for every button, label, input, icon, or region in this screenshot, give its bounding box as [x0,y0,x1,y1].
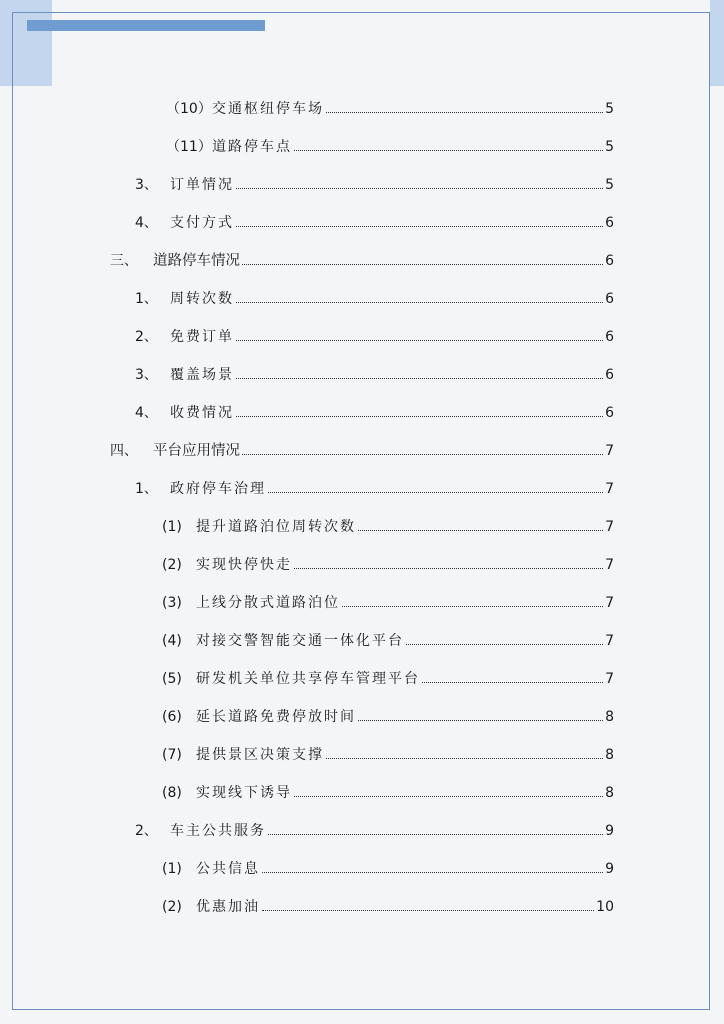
toc-leader-dots [236,212,603,227]
toc-entry-number: 四、 [110,443,138,459]
toc-entry-page: 8 [605,785,614,801]
toc-entry-page: 5 [605,101,614,117]
toc-entry-number: (7) [162,747,182,763]
toc-leader-dots [236,402,603,417]
toc-entry[interactable] [135,364,614,384]
toc-entry-number: (6) [162,709,182,725]
toc-entry-title: 交通枢纽停车场 [212,101,324,117]
toc-entry-page: 8 [605,747,614,763]
toc-entry-page: 6 [605,291,614,307]
toc-leader-dots [236,174,603,189]
toc-entry[interactable] [110,440,614,460]
toc-entry-page: 7 [605,671,614,687]
toc-leader-dots [268,478,603,493]
toc-entry[interactable] [162,706,614,726]
toc-entry[interactable] [135,478,614,498]
toc-leader-dots [326,98,603,113]
toc-entry-number: 三、 [110,253,138,269]
toc-entry-number: (3) [162,595,182,611]
toc-entry-title: 实现线下诱导 [196,785,292,801]
toc-entry[interactable] [162,782,614,802]
toc-entry-page: 5 [605,177,614,193]
toc-leader-dots [326,744,603,759]
toc-leader-dots [358,516,603,531]
toc-entry-title: 周转次数 [170,291,234,307]
toc-entry[interactable] [162,592,614,612]
toc-leader-dots [294,136,603,151]
toc-entry-number: 1、 [135,291,158,307]
toc-entry-title: 延长道路免费停放时间 [196,709,356,725]
toc-entry[interactable] [162,554,614,574]
toc-leader-dots [294,554,603,569]
toc-entry-title: 研发机关单位共享停车管理平台 [196,671,420,687]
toc-entry[interactable] [162,858,614,878]
toc-entry-title: 优惠加油 [196,899,260,915]
toc-entry-number: (5) [162,671,182,687]
toc-entry-number: (8) [162,785,182,801]
toc-entry-page: 7 [605,633,614,649]
toc-entry-number: (2) [162,899,182,915]
toc-entry-number: (1) [162,861,182,877]
toc-entry-number: 2、 [135,823,158,839]
toc-entry-title: 对接交警智能交通一体化平台 [196,633,404,649]
toc-entry-title: 上线分散式道路泊位 [196,595,340,611]
toc-entry-title: 实现快停快走 [196,557,292,573]
toc-entry-page: 6 [605,253,614,269]
toc-entry-title: 平台应用情况 [153,443,240,459]
toc-entry-number: 3、 [135,177,158,193]
toc-entry-number: 2、 [135,329,158,345]
toc-leader-dots [294,782,603,797]
toc-leader-dots [268,820,603,835]
toc-leader-dots [342,592,603,607]
toc-entry-number: 4、 [135,215,158,231]
toc-entry-page: 7 [605,519,614,535]
toc-entry-number: （10） [166,101,212,117]
toc-entry-page: 7 [605,595,614,611]
toc-entry-title: 免费订单 [170,329,234,345]
toc-entry-number: 3、 [135,367,158,383]
toc-entry-page: 7 [605,557,614,573]
toc-entry-page: 8 [605,709,614,725]
toc-entry[interactable] [166,136,614,156]
toc-leader-dots [262,858,603,873]
toc-entry-title: 订单情况 [170,177,234,193]
toc-entry[interactable] [162,630,614,650]
toc-entry-page: 10 [596,899,614,915]
toc-entry-number: (4) [162,633,182,649]
toc-entry-title: 车主公共服务 [170,823,266,839]
toc-entry-page: 9 [605,823,614,839]
toc-entry[interactable] [110,250,614,270]
toc-entry-page: 7 [605,443,614,459]
toc-entry[interactable] [135,212,614,232]
toc-entry-number: （11） [166,139,212,155]
toc-entry-title: 提供景区决策支撑 [196,747,324,763]
toc-entry-number: (2) [162,557,182,573]
toc-entry[interactable] [162,668,614,688]
toc-entry[interactable] [162,516,614,536]
toc-entry[interactable] [135,174,614,194]
toc-entry-title: 政府停车治理 [170,481,266,497]
toc-leader-dots [242,250,603,265]
toc-entry-number: (1) [162,519,182,535]
toc-entry-title: 道路停车点 [212,139,292,155]
toc-leader-dots [236,288,603,303]
toc-entry-page: 6 [605,215,614,231]
toc-entry[interactable] [166,98,614,118]
toc-entry[interactable] [162,896,614,916]
toc-entry-page: 6 [605,367,614,383]
toc-leader-dots [236,364,603,379]
toc-entry[interactable] [135,820,614,840]
toc-leader-dots [262,896,594,911]
toc-entry-page: 7 [605,481,614,497]
toc-entry-title: 提升道路泊位周转次数 [196,519,356,535]
toc-leader-dots [236,326,603,341]
toc-entry-page: 9 [605,861,614,877]
toc-leader-dots [242,440,603,455]
toc-entry-title: 支付方式 [170,215,234,231]
toc-leader-dots [406,630,603,645]
toc-entry-page: 5 [605,139,614,155]
toc-entry[interactable] [135,288,614,308]
toc-entry-title: 道路停车情况 [153,253,240,269]
toc-entry[interactable] [162,744,614,764]
toc-entry-title: 公共信息 [196,861,260,877]
toc-entry-title: 覆盖场景 [170,367,234,383]
toc-entry-number: 4、 [135,405,158,421]
toc-entry[interactable] [135,326,614,346]
toc-leader-dots [358,706,603,721]
toc-entry-page: 6 [605,329,614,345]
toc-entry[interactable] [135,402,614,422]
toc-entry-page: 6 [605,405,614,421]
toc-entry-title: 收费情况 [170,405,234,421]
toc-leader-dots [422,668,603,683]
toc-entry-number: 1、 [135,481,158,497]
